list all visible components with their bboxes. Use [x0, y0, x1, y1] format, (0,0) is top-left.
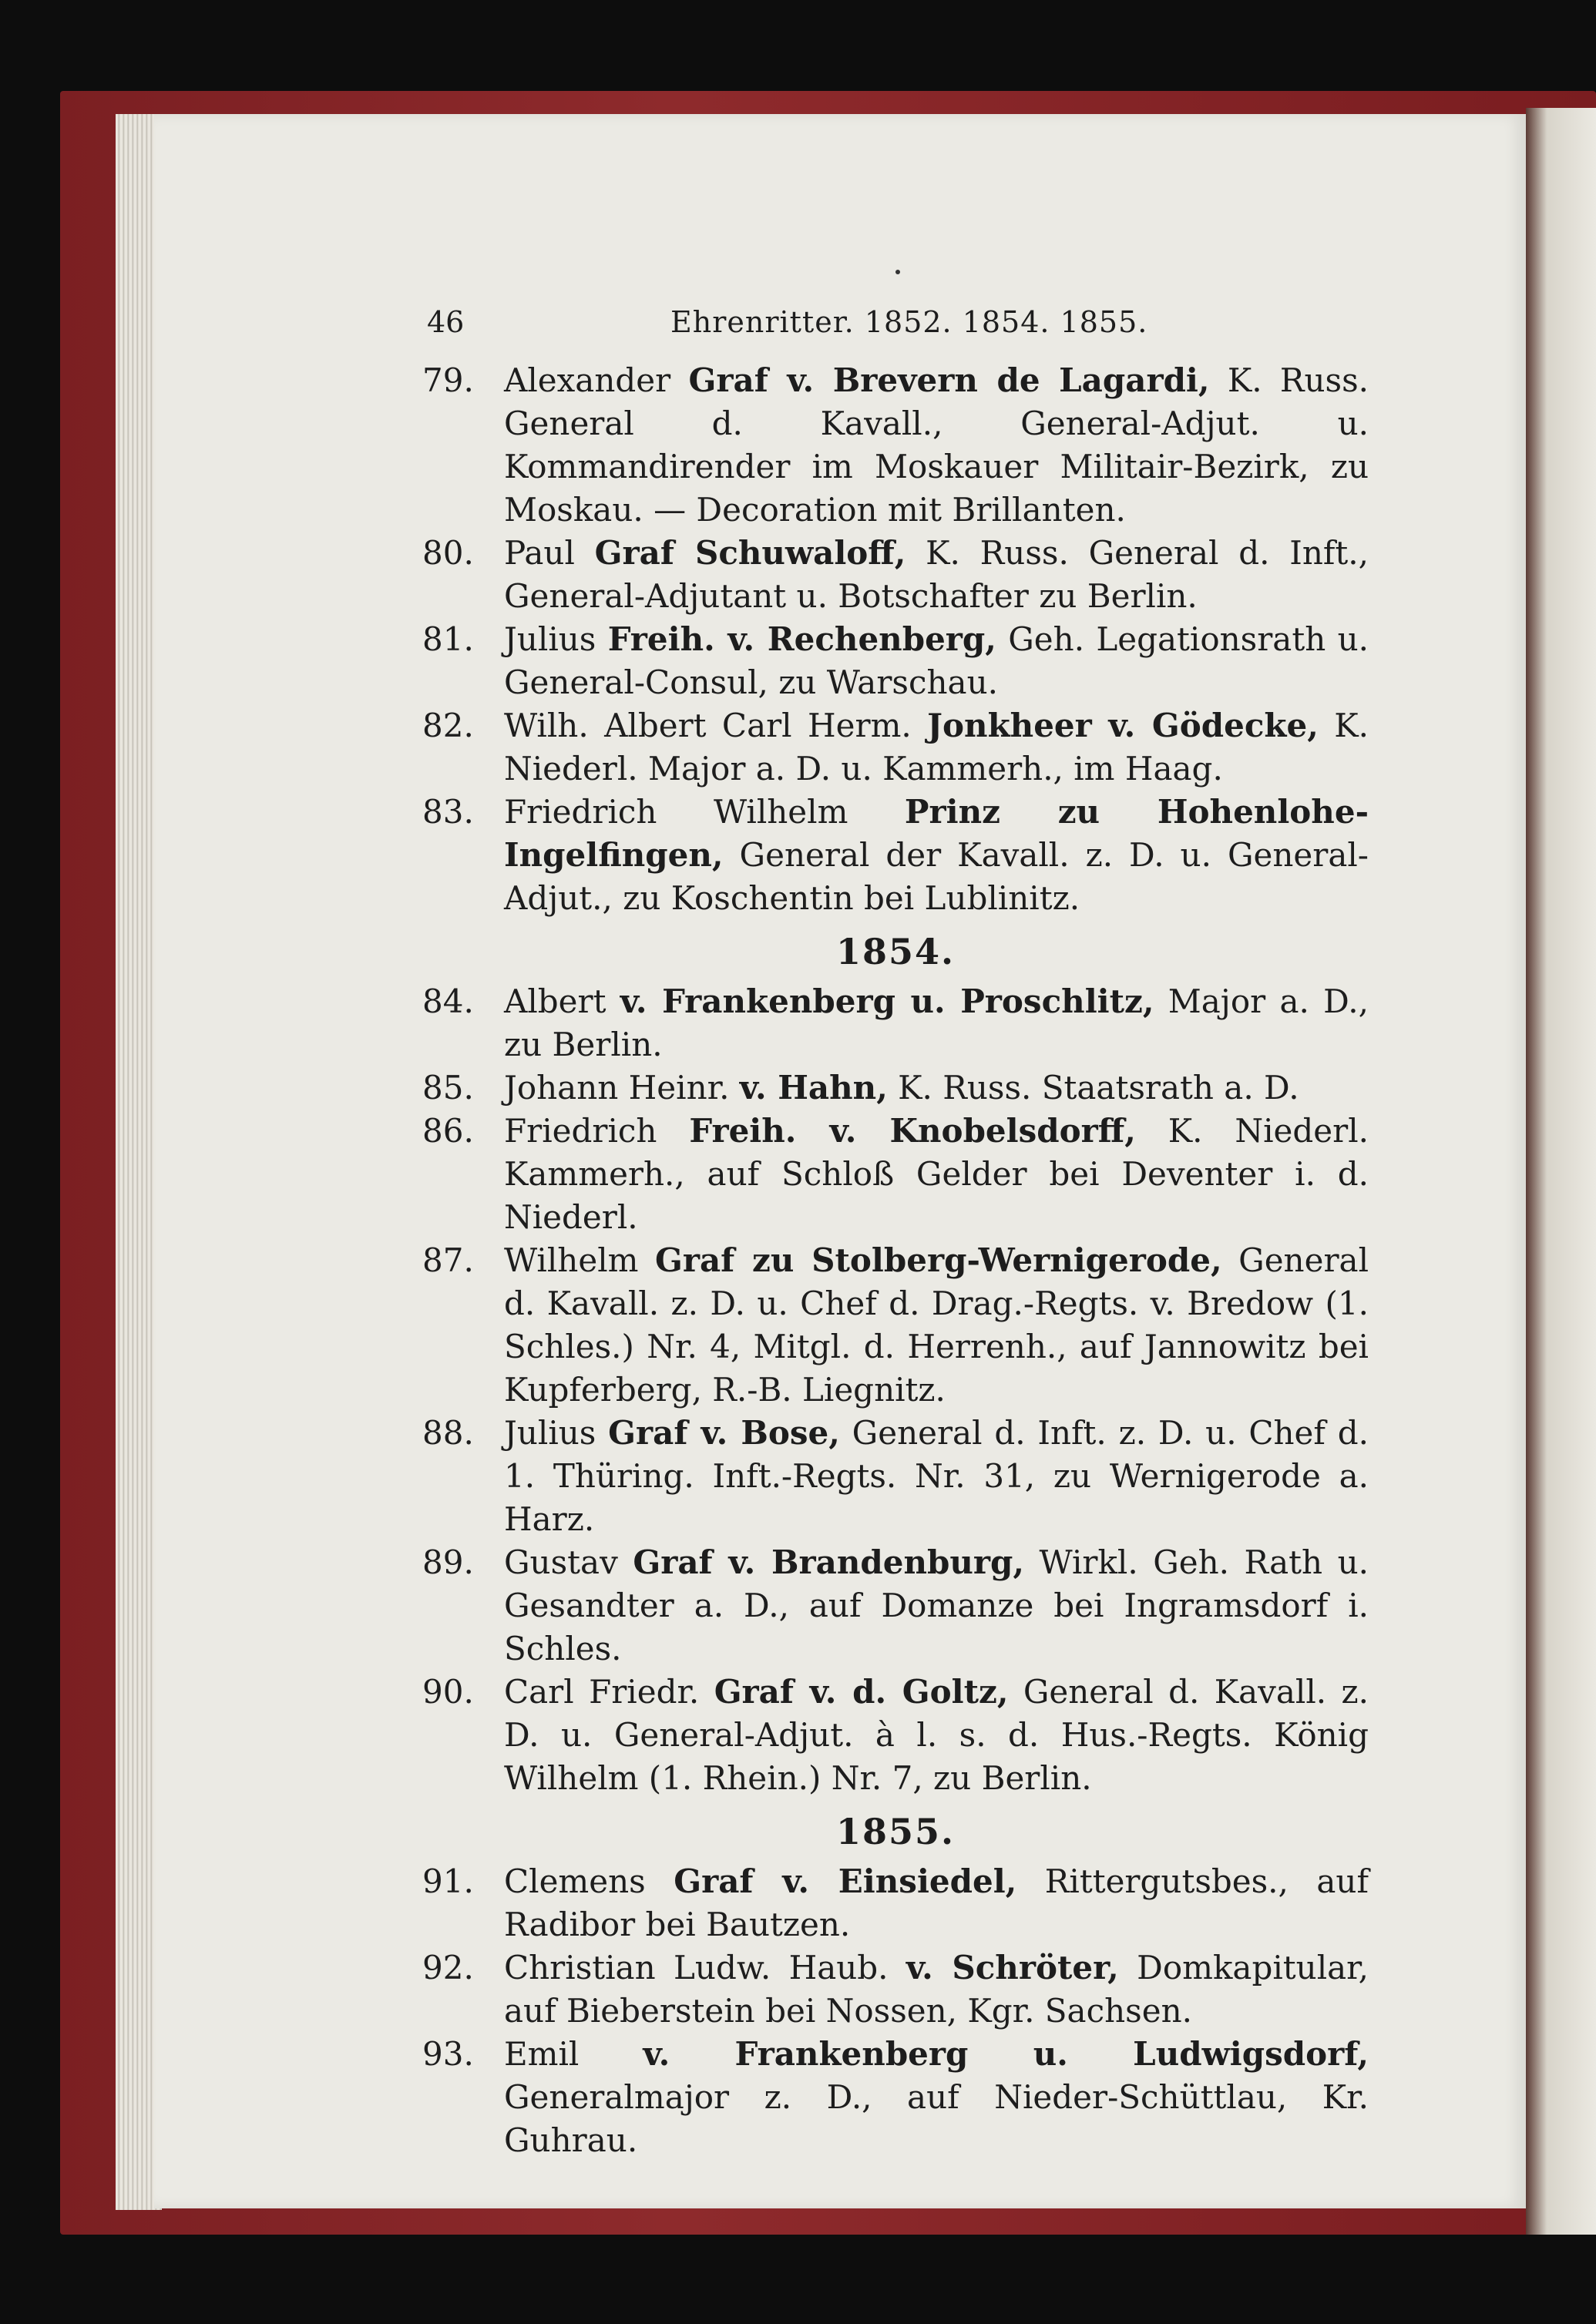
entry-text: Albert v. Frankenberg u. Proschlitz, Major a. D., zu Berlin. — [504, 982, 1369, 1063]
running-title: Ehrenritter. 1852. 1854. 1855. — [670, 305, 1148, 339]
entry-name: Graf v. Bose, — [608, 1414, 840, 1452]
list-item — [422, 980, 1532, 1066]
entry-name: Prinz zu Hohenlohe-Ingelfingen, — [504, 793, 1369, 874]
entry-name: Freih. v. Knobelsdorff, — [689, 1112, 1136, 1150]
page-number: 46 — [427, 305, 465, 339]
year-heading-1855: 1855. — [835, 1811, 956, 1852]
entry-number: 82. — [422, 707, 474, 744]
entry-text: Clemens Graf v. Einsiedel, Rittergutsbes., auf Radibor bei Bautzen. — [504, 1862, 1369, 1943]
entry-name: Jonkheer v. Gödecke, — [927, 707, 1319, 744]
list-item — [422, 1541, 1532, 1671]
entry-name: Graf zu Stolberg-Wernigerode, — [654, 1241, 1222, 1279]
entry-number: 89. — [422, 1543, 474, 1581]
entry-number: 92. — [422, 1949, 474, 1986]
entry-text: Gustav Graf v. Brandenburg, Wirkl. Geh. Rath u. Gesandter a. D., auf Domanze bei Ingramsdorf i. Schles. — [504, 1543, 1369, 1667]
list-item — [422, 704, 1532, 791]
entry-text: Wilhelm Graf zu Stolberg-Wernigerode, General d. Kavall. z. D. u. Chef d. Drag.-Regts. v. Bredow (1. Schles.) Nr. 4, Mitgl. d. Herrenh., auf Jannowitz bei Kupferberg, R.-B. Liegnitz. — [504, 1241, 1369, 1409]
entry-text: Johann Heinr. v. Hahn, K. Russ. Staatsrath a. D. — [504, 1069, 1299, 1107]
entry-number: 93. — [422, 2035, 474, 2073]
list-item — [422, 791, 1532, 920]
entry-number: 87. — [422, 1241, 474, 1279]
list-item — [422, 1239, 1532, 1412]
list-item — [422, 2033, 1532, 2162]
entry-text: Emil v. Frankenberg u. Ludwigsdorf, Generalmajor z. D., auf Nieder-Schüttlau, Kr. Guhrau. — [504, 2035, 1369, 2159]
entry-name: Graf v. Einsiedel, — [674, 1862, 1017, 1900]
entry-text: Wilh. Albert Carl Herm. Jonkheer v. Gödecke, K. Niederl. Major a. D. u. Kammerh., im Haag. — [504, 707, 1369, 788]
entry-name: v. Hahn, — [739, 1069, 888, 1107]
facing-page-edge — [1526, 108, 1596, 2235]
entry-text: Christian Ludw. Haub. v. Schröter, Domkapitular, auf Bieberstein bei Nossen, Kgr. Sachsen. — [504, 1949, 1369, 2030]
entry-name: Freih. v. Rechenberg, — [607, 620, 996, 658]
entry-text: Julius Freih. v. Rechenberg, Geh. Legationsrath u. General-Consul, zu Warschau. — [504, 620, 1369, 701]
entry-number: 88. — [422, 1414, 474, 1452]
entry-number: 91. — [422, 1862, 474, 1900]
entry-number: 80. — [422, 534, 474, 572]
entry-number: 85. — [422, 1069, 474, 1107]
book-page — [154, 114, 1526, 2208]
list-item — [422, 1671, 1532, 1800]
entries-list — [422, 359, 1532, 2162]
entry-text: Friedrich Wilhelm Prinz zu Hohenlohe-Ingelfingen, General der Kavall. z. D. u. General-Adjut., zu Koschentin bei Lublinitz. — [504, 793, 1369, 917]
year-heading-1854: 1854. — [835, 931, 956, 972]
list-item — [422, 1066, 1532, 1110]
list-item — [422, 359, 1532, 532]
list-item — [422, 1860, 1532, 1946]
entry-name: v. Schröter, — [906, 1949, 1119, 1986]
list-item — [422, 1110, 1532, 1239]
entry-name: Graf Schuwaloff, — [594, 534, 906, 572]
entry-name: Graf v. Brandenburg, — [633, 1543, 1024, 1581]
entry-text: Friedrich Freih. v. Knobelsdorff, K. Niederl. Kammerh., auf Schloß Gelder bei Deventer i. d. Niederl. — [504, 1112, 1369, 1236]
entry-number: 90. — [422, 1673, 474, 1711]
entry-number: 83. — [422, 793, 474, 831]
entry-text: Alexander Graf v. Brevern de Lagardi, K. Russ. General d. Kavall., General-Adjut. u. Kommandirender im Moskauer Militair-Bezirk, zu Moskau. — Decoration mit Brillanten. — [504, 361, 1369, 529]
entry-number: 86. — [422, 1112, 474, 1150]
entry-text: Carl Friedr. Graf v. d. Goltz, General d. Kavall. z. D. u. General-Adjut. à l. s. d. Hus.-Regts. König Wilhelm (1. Rhein.) Nr. 7, zu Berlin. — [504, 1673, 1369, 1797]
entry-text: Paul Graf Schuwaloff, K. Russ. General d. Inft., General-Adjutant u. Botschafter zu Berlin. — [504, 534, 1369, 615]
entry-name: Graf v. d. Goltz, — [714, 1673, 1009, 1711]
page-content — [154, 114, 1526, 2208]
list-item — [422, 618, 1532, 704]
entry-number: 81. — [422, 620, 474, 658]
print-speck — [895, 270, 900, 274]
entry-number: 79. — [422, 361, 474, 399]
list-item — [422, 1412, 1532, 1541]
entry-name: v. Frankenberg u. Proschlitz, — [620, 982, 1154, 1020]
list-item — [422, 532, 1532, 618]
entry-name: Graf v. Brevern de Lagardi, — [688, 361, 1210, 399]
entry-number: 84. — [422, 982, 474, 1020]
entry-name: v. Frankenberg u. Ludwigsdorf, — [643, 2035, 1369, 2073]
list-item — [422, 1946, 1532, 2033]
entry-text: Julius Graf v. Bose, General d. Inft. z. D. u. Chef d. 1. Thüring. Inft.-Regts. Nr. 31, zu Wernigerode a. Harz. — [504, 1414, 1369, 1538]
